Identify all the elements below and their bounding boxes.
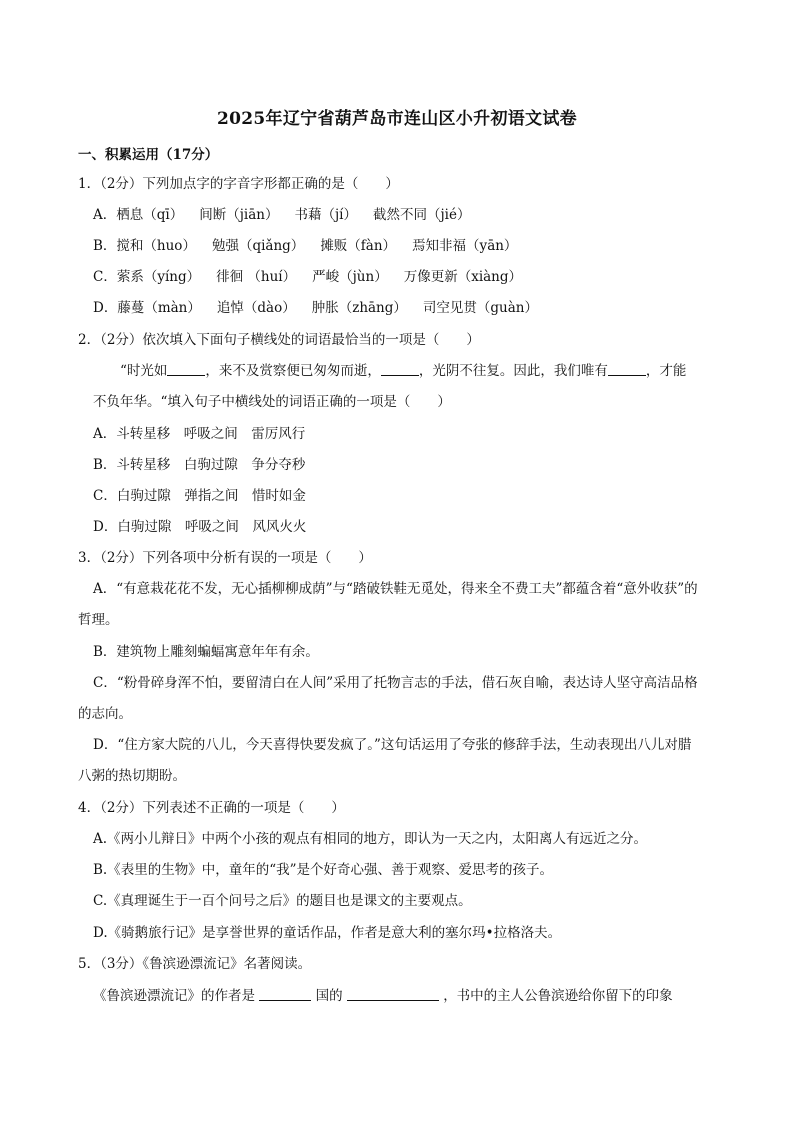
q2-option-d: D．白驹过隙 呼吸之间 风风火火 xyxy=(93,519,307,535)
q4-option-a: A.《两小儿辩日》中两个小孩的观点有相同的地方，即认为一天之内，太阳离人有远近之分。 xyxy=(93,831,648,847)
q1-option-c: C．萦系（yíng） 徘徊 （huí） 严峻（jùn） 万像更新（xiàng） xyxy=(93,269,523,285)
section-heading: 一、积累运用（17分） xyxy=(78,147,219,163)
q4-option-d: D.《骑鹅旅行记》是享誉世界的童话作品，作者是意大利的塞尔玛•拉格洛夫。 xyxy=(93,925,562,941)
q2-passage-line-1: “时光如 ，来不及赏察便已匆匆而逝， ，光阴不往复。因此，我们唯有 ，才能 xyxy=(120,363,687,379)
q3-option-c-line-1: C．“粉骨碎身浑不怕，要留清白在人间”采用了托物言志的手法，借石灰自喻，表达诗人坚守高洁品格 xyxy=(93,675,698,691)
question-5-stem: 5．（3分）《鲁滨逊漂流记》名著阅读。 xyxy=(78,956,312,972)
q1-option-a: A．栖息（qī） 间断（jiān） 书藉（jí） 截然不同（jié） xyxy=(93,207,471,223)
q5-passage-line-1: 《鲁滨逊漂流记》的作者是 国的 ，书中的主人公鲁滨逊给你留下的印象 xyxy=(93,988,673,1004)
question-3-stem: 3．（2分）下列各项中分析有误的一项是（ ） xyxy=(78,550,372,566)
question-2-stem: 2．（2分）依次填入下面句子横线处的词语最恰当的一项是（ ） xyxy=(78,332,480,348)
question-4-stem: 4．（2分）下列表述不正确的一项是（ ） xyxy=(78,800,345,816)
q3-option-d-line-1: D．“住方家大院的八儿，今天喜得快要发疯了。”这句话运用了夸张的修辞手法，生动表现出八儿对腊 xyxy=(93,737,692,753)
q2-passage-line-2: 不负年华。“填入句子中横线处的词语正确的一项是（ ） xyxy=(93,394,451,410)
answer-blank[interactable] xyxy=(347,987,439,1001)
question-1-stem: 1．（2分）下列加点字的字音字形都正确的是（ ） xyxy=(78,176,399,192)
q3-option-a-line-1: A．“有意栽花花不发，无心插柳柳成荫”与“踏破铁鞋无觅处，得来全不费工夫”都蕴含着“意外收获”的 xyxy=(93,581,698,597)
page-title: 2025年辽宁省葫芦岛市连山区小升初语文试卷 xyxy=(217,109,577,129)
answer-blank[interactable] xyxy=(381,362,419,376)
answer-blank[interactable] xyxy=(259,987,311,1001)
q2-option-c: C．白驹过隙 弹指之间 惜时如金 xyxy=(93,488,306,504)
answer-blank[interactable] xyxy=(167,362,205,376)
answer-blank[interactable] xyxy=(608,362,646,376)
q1-option-d: D．藤蔓（màn） 追悼（dào） 肿胀（zhāng） 司空见贯（guàn） xyxy=(93,300,538,316)
q2-option-a: A．斗转星移 呼吸之间 雷厉风行 xyxy=(93,426,306,442)
q2-option-b: B．斗转星移 白驹过隙 争分夺秒 xyxy=(93,457,306,473)
q3-option-d-line-2: 八粥的热切期盼。 xyxy=(78,768,186,784)
q4-option-c: C.《真理诞生于一百个问号之后》的题目也是课文的主要观点。 xyxy=(93,893,472,909)
q4-option-b: B.《表里的生物》中，童年的“我”是个好奇心强、善于观察、爱思考的孩子。 xyxy=(93,862,554,878)
q3-option-c-line-2: 的志向。 xyxy=(78,706,132,722)
q3-option-b: B．建筑物上雕刻蝙蝠寓意年年有余。 xyxy=(93,644,319,660)
q1-option-b: B．搅和（huo） 勉强（qiǎng） 摊贩（fàn） 焉知非福（yān） xyxy=(93,238,518,254)
q3-option-a-line-2: 哲理。 xyxy=(78,612,119,628)
